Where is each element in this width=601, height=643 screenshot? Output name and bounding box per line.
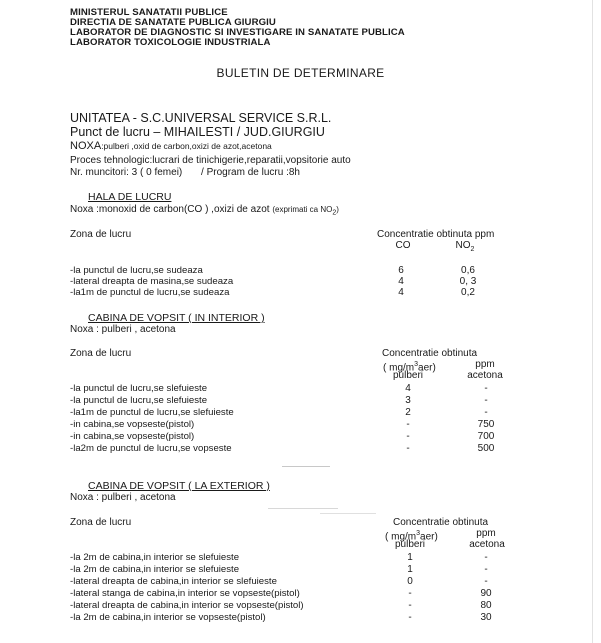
section-heading-cabina-interior: CABINA DE VOPSIT ( IN INTERIOR ) xyxy=(88,312,265,324)
table-row: -la1m de punctul de lucru,se sudeaza xyxy=(70,287,230,298)
section-hala-col-title: Concentratie obtinuta ppm xyxy=(377,229,495,240)
table-row: -la 2m de cabina,in interior se vopseste(pistol) xyxy=(70,612,266,623)
unit-text-a: ( mg/m xyxy=(383,362,415,374)
table-cell: 30 xyxy=(480,612,492,623)
table-cell: 2 xyxy=(405,407,411,418)
table-cell: - xyxy=(484,564,488,575)
section-heading-hala: HALA DE LUCRU xyxy=(88,191,172,203)
unit-program: / Program de lucru :8h xyxy=(201,167,300,178)
scan-speck xyxy=(268,508,338,509)
table-cell: - xyxy=(406,431,410,442)
table-row: -la 2m de cabina,in interior se slefuieste xyxy=(70,552,240,563)
table-cell: 4 xyxy=(398,287,404,298)
unit-workers xyxy=(70,167,300,178)
unit-workers-count: Nr. muncitori: 3 ( 0 femei) xyxy=(70,167,183,178)
table-row: -lateral stanga de cabina,in interior se vopseste(pistol) xyxy=(70,588,300,599)
noxa-note-text: (exprimati ca NO xyxy=(272,205,333,214)
table-row: -lateral dreapta de cabina,in interior se vopseste(pistol) xyxy=(70,600,304,611)
section-interior-col-pulberi: pulberi xyxy=(392,370,424,381)
unit-sup: 3 xyxy=(414,361,419,368)
scan-speck xyxy=(282,466,330,467)
table-row: -lateral dreapta de masina,se sudeaza xyxy=(70,276,234,287)
noxa-note-end: ) xyxy=(336,205,339,214)
unit-text-b: aer) xyxy=(420,531,438,543)
table-row: -la punctul de lucru,se slefuieste xyxy=(70,383,208,394)
table-cell: - xyxy=(484,552,488,563)
unit-noxa xyxy=(70,139,272,153)
section-exterior-noxa: Noxa : pulberi , acetona xyxy=(70,492,176,503)
section-hala-noxa xyxy=(70,204,339,219)
section-hala-zona-label: Zona de lucru xyxy=(70,229,132,240)
noxa-note-sub: 2 xyxy=(332,209,337,217)
table-row: -lateral dreapta de cabina,in interior se slefuieste xyxy=(70,576,277,587)
table-cell: 0,6 xyxy=(461,265,475,276)
section-interior-col-ppm: ppm xyxy=(475,359,495,370)
header-laboratory: LABORATOR DE DIAGNOSTIC SI INVESTIGARE IN SANATATE PUBLICA xyxy=(70,27,405,38)
unit-sup: 3 xyxy=(416,530,421,537)
unit-text-a: ( mg/m xyxy=(385,531,417,543)
table-cell: 80 xyxy=(480,600,492,611)
document-title: BULETIN DE DETERMINARE xyxy=(216,66,385,80)
section-interior-col-acetona: acetona xyxy=(467,370,503,381)
section-exterior-col-ppm: ppm xyxy=(476,528,496,539)
table-row: -in cabina,se vopseste(pistol) xyxy=(70,419,195,430)
table-cell: 3 xyxy=(405,395,411,406)
section-hala-col-no2 xyxy=(445,240,485,255)
table-cell: - xyxy=(406,443,410,454)
table-row: -la 2m de cabina,in interior se slefuieste xyxy=(70,564,240,575)
table-cell: 6 xyxy=(398,265,404,276)
section-heading-cabina-exterior: CABINA DE VOPSIT ( LA EXTERIOR ) xyxy=(88,480,270,492)
section-exterior-col-acetona: acetona xyxy=(469,539,505,550)
table-cell: 1 xyxy=(407,552,413,563)
table-row: -la2m de punctul de lucru,se vopseste xyxy=(70,443,232,454)
section-exterior-col-title: Concentratie obtinuta xyxy=(393,517,489,528)
table-cell: 4 xyxy=(398,276,404,287)
header-toxicology-lab: LABORATOR TOXICOLOGIE INDUSTRIALA xyxy=(70,37,271,48)
section-interior-noxa: Noxa : pulberi , acetona xyxy=(70,324,176,335)
header-ministry: MINISTERUL SANATATII PUBLICE xyxy=(70,7,228,18)
unit-noxa-value: :pulberi ,oxid de carbon,oxizi de azot,acetona xyxy=(101,141,272,151)
table-cell: - xyxy=(484,383,488,394)
table-row: -la1m de punctul de lucru,se slefuieste xyxy=(70,407,234,418)
table-cell: 0 xyxy=(407,576,413,587)
section-interior-col-title: Concentratie obtinuta xyxy=(382,348,478,359)
table-cell: 500 xyxy=(477,443,495,454)
header-directorate: DIRECTIA DE SANATATE PUBLICA GIURGIU xyxy=(70,17,276,28)
table-cell: - xyxy=(408,588,412,599)
table-cell: 0, 3 xyxy=(459,276,477,287)
table-cell: - xyxy=(484,407,488,418)
section-exterior-col-pulberi: pulberi xyxy=(394,539,426,550)
table-cell: 700 xyxy=(477,431,495,442)
table-cell: 90 xyxy=(480,588,492,599)
unit-name: UNITATEA - S.C.UNIVERSAL SERVICE S.R.L. xyxy=(70,111,332,125)
section-hala-noxa-note xyxy=(272,205,339,217)
section-interior-zona-label: Zona de lucru xyxy=(70,348,132,359)
unit-process: Proces tehnologic:lucrari de tinichigerie,reparatii,vopsitorie auto xyxy=(70,155,351,166)
table-row: -in cabina,se vopseste(pistol) xyxy=(70,431,195,442)
table-row: -la punctul de lucru,se sudeaza xyxy=(70,265,203,276)
table-cell: 0,2 xyxy=(461,287,475,298)
unit-workplace: Punct de lucru – MIHAILESTI / JUD.GIURGIU xyxy=(70,125,325,139)
table-cell: - xyxy=(408,600,412,611)
unit-text-b: aer) xyxy=(418,362,436,374)
table-cell: 750 xyxy=(477,419,495,430)
table-cell: - xyxy=(406,419,410,430)
table-cell: - xyxy=(484,576,488,587)
section-hala-noxa-text: Noxa :monoxid de carbon(CO ) ,oxizi de azot xyxy=(70,204,270,215)
scan-edge-line xyxy=(592,0,593,643)
unit-noxa-label: NOXA xyxy=(70,140,102,152)
table-cell: - xyxy=(408,612,412,623)
table-cell: 4 xyxy=(405,383,411,394)
col-no2-sub: 2 xyxy=(470,246,475,253)
table-cell: 1 xyxy=(407,564,413,575)
section-exterior-zona-label: Zona de lucru xyxy=(70,517,132,528)
table-row: -la punctul de lucru,se slefuieste xyxy=(70,395,208,406)
col-no2-text: NO xyxy=(455,240,471,251)
table-cell: - xyxy=(484,395,488,406)
scan-speck xyxy=(320,513,376,514)
section-hala-col-co: CO xyxy=(395,240,411,251)
